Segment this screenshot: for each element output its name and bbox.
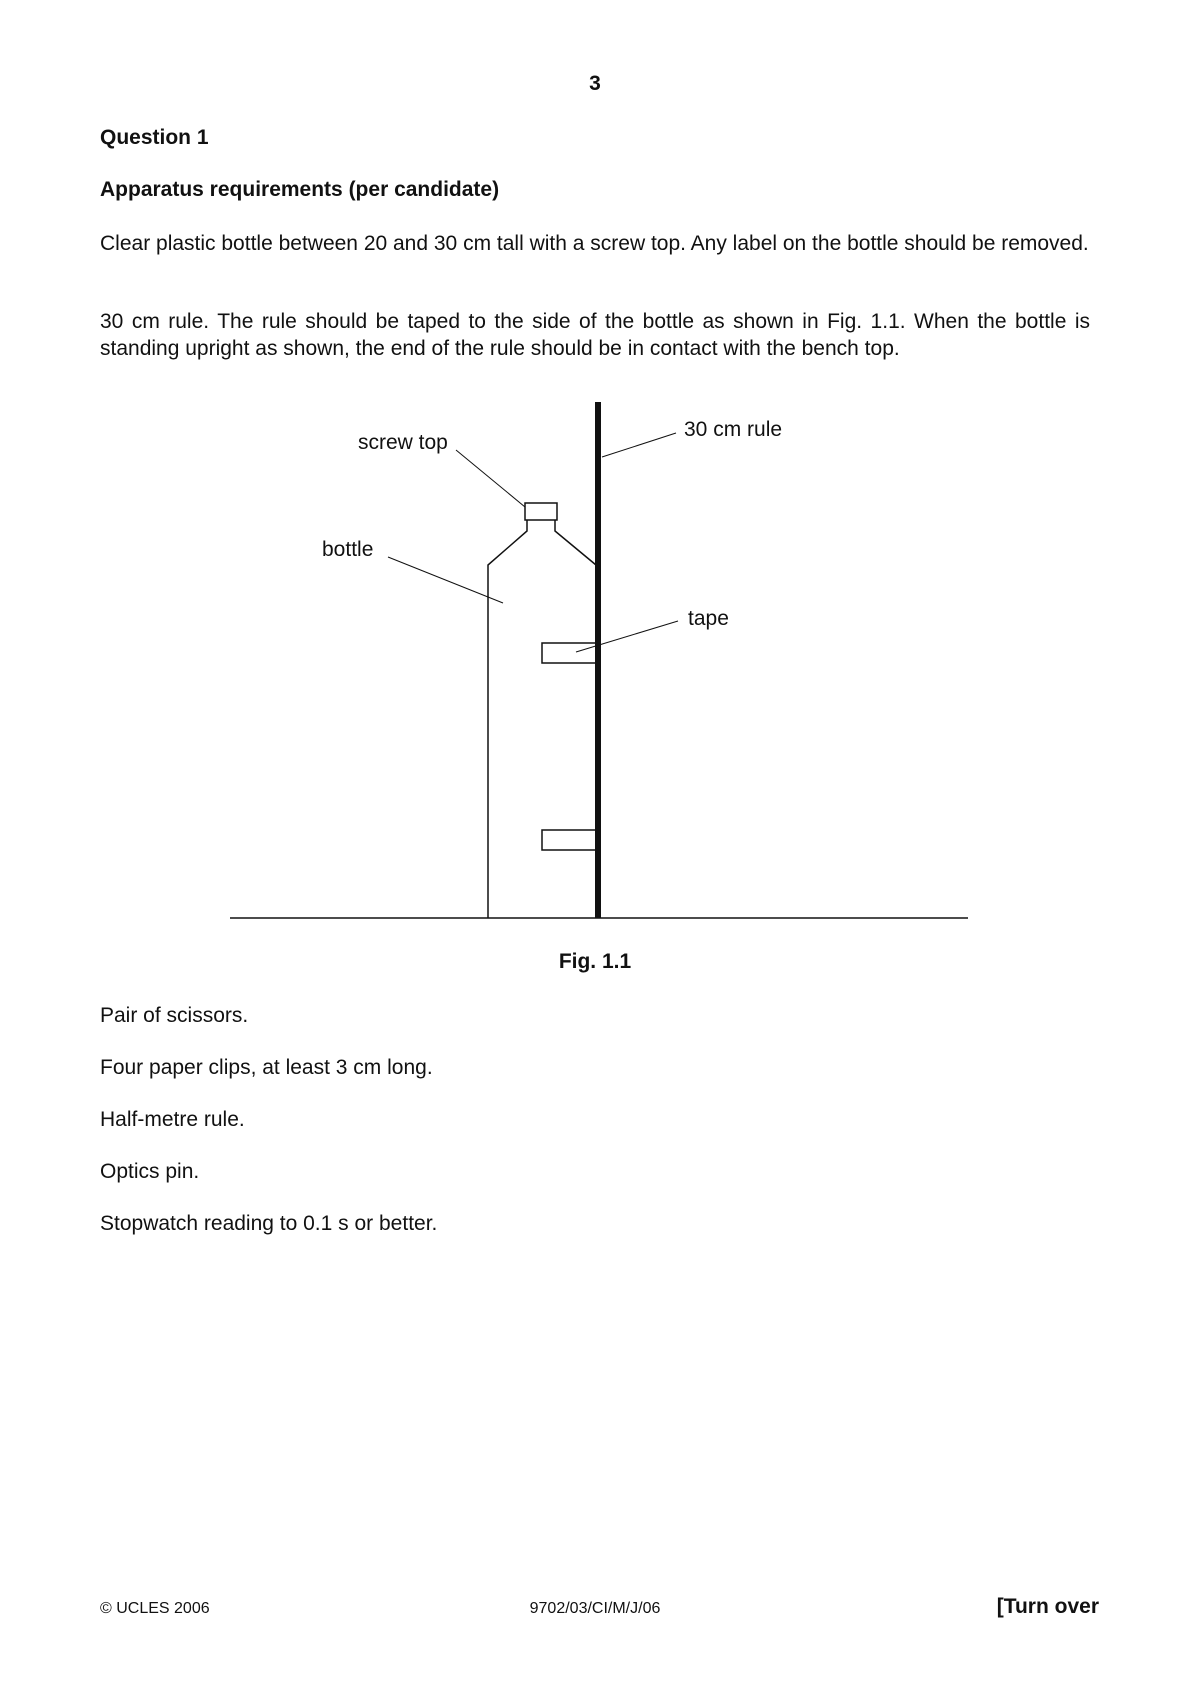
tape-lower [542, 830, 599, 850]
paragraph-bottle: Clear plastic bottle between 20 and 30 cm tall with a screw top. Any label on the bottle should be removed. [100, 232, 1089, 255]
turn-over-label: [Turn over [996, 1595, 1099, 1618]
list-item: Four paper clips, at least 3 cm long. [100, 1056, 433, 1079]
question-title: Question 1 [100, 126, 209, 149]
bottle-outline [488, 513, 596, 918]
apparatus-diagram [0, 390, 1190, 930]
paragraph-rule: 30 cm rule. The rule should be taped to the side of the bottle as shown in Fig. 1.1. When the bottle is standing upright as shown, the end of the rule should be in contact with the bench top. [100, 310, 1090, 360]
screw-top-label: screw top [358, 431, 448, 454]
footer-code: 9702/03/CI/M/J/06 [529, 1600, 661, 1617]
rule-label: 30 cm rule [684, 418, 783, 441]
bottle-label: bottle [322, 538, 374, 561]
rule-leader [602, 433, 676, 457]
screw-top-leader [456, 450, 525, 507]
list-item: Optics pin. [100, 1160, 200, 1183]
bottle-leader [388, 557, 503, 603]
figure-1-1 [0, 390, 1190, 930]
apparatus-heading: Apparatus requirements (per candidate) [100, 178, 500, 201]
footer-copyright: © UCLES 2006 [100, 1600, 210, 1617]
tape-label: tape [688, 607, 729, 630]
list-item: Pair of scissors. [100, 1004, 249, 1027]
page-number: 3 [589, 72, 601, 95]
figure-caption: Fig. 1.1 [558, 950, 632, 973]
list-item: Stopwatch reading to 0.1 s or better. [100, 1212, 438, 1235]
tape-upper [542, 643, 599, 663]
tape-leader [576, 621, 678, 652]
screw-top-cap [525, 503, 557, 520]
list-item: Half-metre rule. [100, 1108, 245, 1131]
